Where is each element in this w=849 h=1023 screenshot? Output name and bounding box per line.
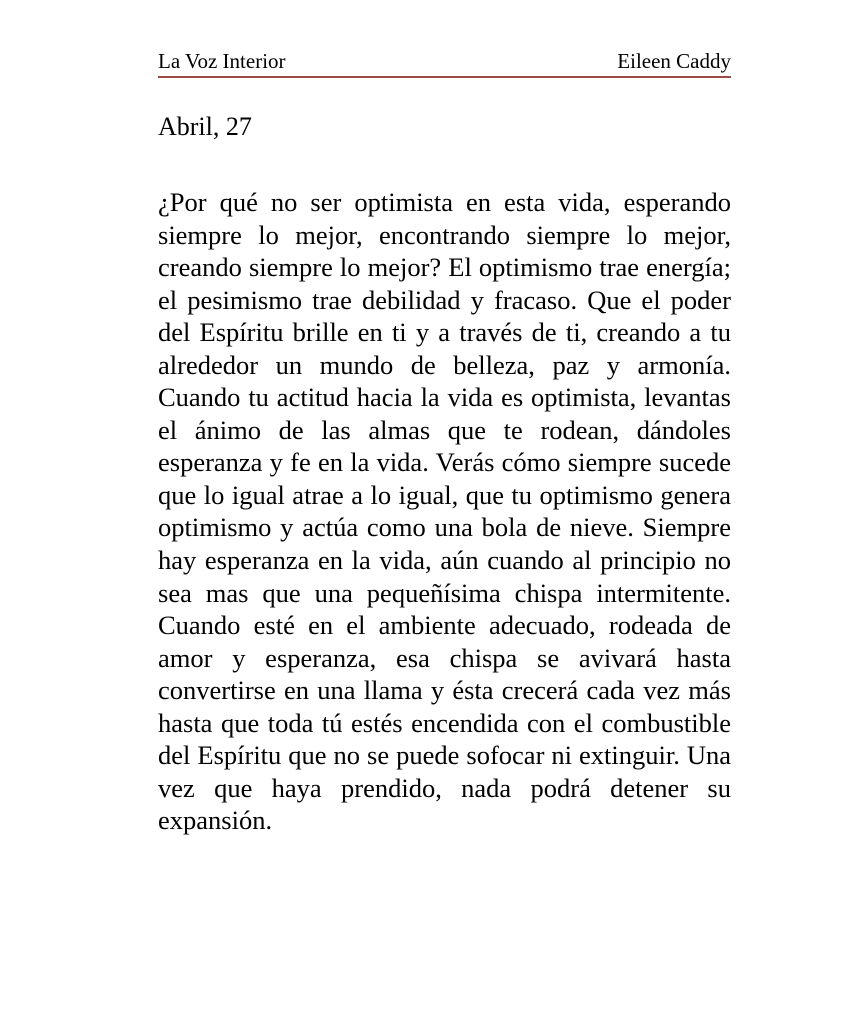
running-header <box>158 48 731 78</box>
book-title: La Voz Interior <box>158 49 286 73</box>
page <box>158 48 731 837</box>
author-name: Eileen Caddy <box>617 49 731 73</box>
entry-date: Abril, 27 <box>158 112 252 141</box>
entry-text: ¿Por qué no ser optimista en esta vida, esperando siempre lo mejor, encontrando siempre lo mejor, creando siempre lo mejor? El optimismo trae energía; el pesimismo trae debilidad y fracaso. Que el poder del Espíritu brille en ti y a través de ti, creando a tu alrededor un mundo de belleza, paz y armonía. Cuando tu actitud hacia la vida es optimista, levantas el ánimo de las almas que te rodean, dándoles esperanza y fe en la vida. Verás cómo siempre sucede que lo igual atrae a lo igual, que tu optimismo genera optimismo y actúa como una bola de nieve. Siempre hay esperanza en la vida, aún cuando al principio no sea mas que una pequeñísima chispa intermitente. Cuando esté en el ambiente adecuado, rodeada de amor y esperanza, esa chispa se avivará hasta convertirse en una llama y ésta crecerá cada vez más hasta que toda tú estés encendida con el combustible del Espíritu que no se puede sofocar ni extinguir. Una vez que haya prendido, nada podrá detener su expansión. <box>158 187 731 836</box>
